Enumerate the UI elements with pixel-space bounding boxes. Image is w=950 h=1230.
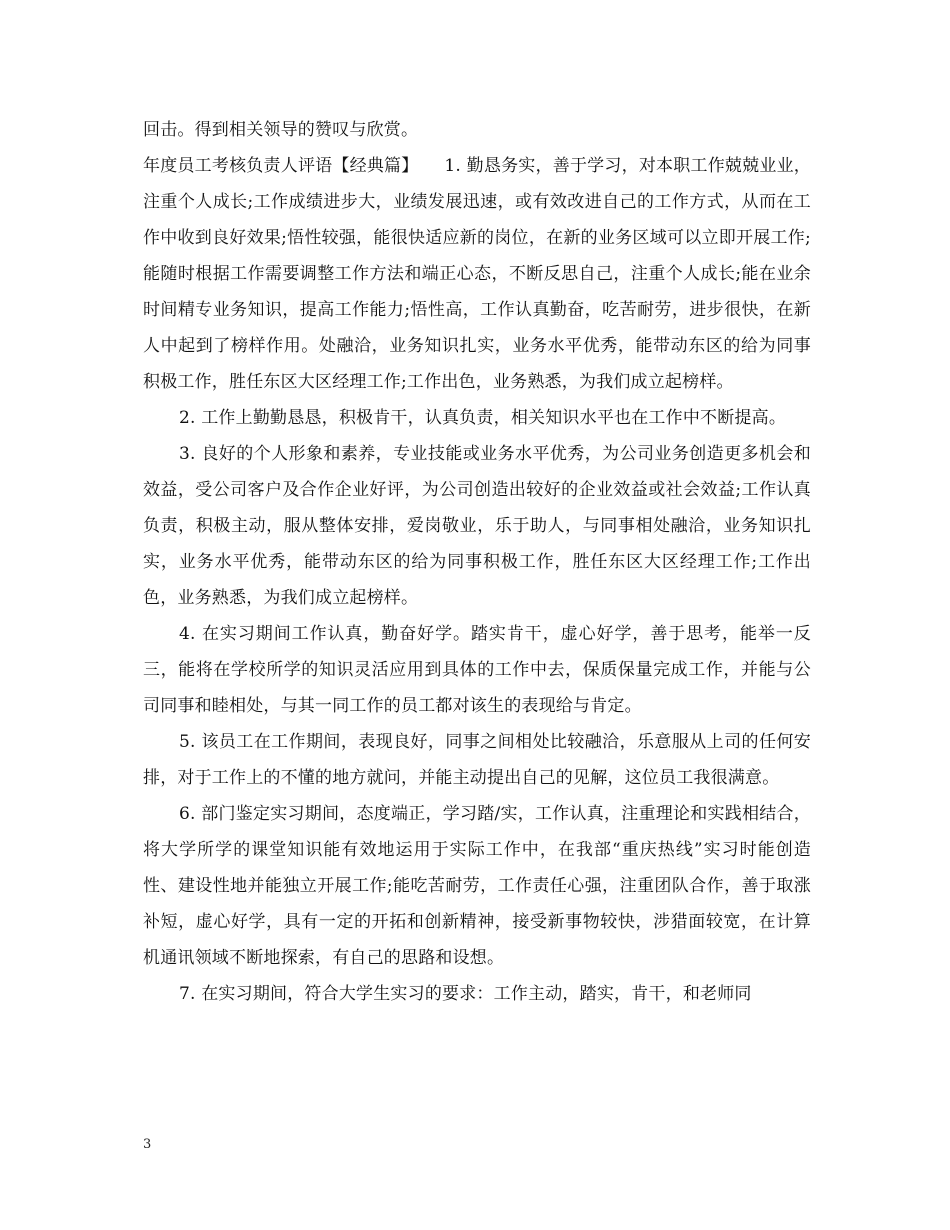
document-body (143, 112, 811, 1012)
paragraph-5: 4. 在实习期间工作认真，勤奋好学。踏实肯干，虚心好学，善于思考，能举一反三，能将在学校所学的知识灵活应用到具体的工作中去，保质保量完成工作，并能与公司同事和睦相处，与其一同工作的员工都对该生的表现给与肯定。 (143, 624, 811, 716)
paragraph-1: 回击。得到相关领导的赞叹与欣赏。 (143, 120, 419, 140)
paragraph-2: 年度员工考核负责人评语【经典篇】 1. 勤恳务实，善于学习，对本职工作兢兢业业，注重个人成长;工作成绩进步大，业绩发展迅速，或有效改进自己的工作方式，从而在工作中收到良好效果;悟性较强，能很快适应新的岗位，在新的业务区域可以立即开展工作;能随时根据工作需要调整工作方法和端正心态，不断反思自己，注重个人成长;能在业余时间精专业务知识，提高工作能力;悟性高，工作认真勤奋，吃苦耐劳，进步很快，在新人中起到了榜样作用。处融洽，业务知识扎实，业务水平优秀，能带动东区的给为同事积极工作，胜任东区大区经理工作;工作出色，业务熟悉，为我们成立起榜样。 (143, 156, 811, 392)
paragraph-8: 7. 在实习期间，符合大学生实习的要求：工作主动，踏实，肯干，和老师同 (179, 984, 752, 1004)
paragraph-7: 6. 部门鉴定实习期间，态度端正，学习踏/实，工作认真，注重理论和实践相结合，将大学所学的课堂知识能有效地运用于实际工作中，在我部“重庆热线”实习时能创造性、建设性地并能独立开展工作;能吃苦耐劳，工作责任心强，注重团队合作，善于取涨补短，虚心好学，具有一定的开拓和创新精神，接受新事物较快，涉猎面较宽，在计算机通讯领域不断地探索，有自己的思路和设想。 (143, 804, 811, 968)
paragraph-6: 5. 该员工在工作期间，表现良好，同事之间相处比较融洽，乐意服从上司的任何安排，对于工作上的不懂的地方就问，并能主动提出自己的见解，这位员工我很满意。 (143, 732, 811, 788)
paragraph-3: 2. 工作上勤勤恳恳，积极肯干，认真负责，相关知识水平也在工作中不断提高。 (179, 408, 787, 428)
paragraph-4: 3. 良好的个人形象和素养，专业技能或业务水平优秀，为公司业务创造更多机会和效益，受公司客户及合作企业好评，为公司创造出较好的企业效益或社会效益;工作认真负责，积极主动，服从整体安排，爱岗敬业，乐于助人，与同事相处融洽，业务知识扎实，业务水平优秀，能带动东区的给为同事积极工作，胜任东区大区经理工作;工作出色，业务熟悉，为我们成立起榜样。 (143, 444, 811, 608)
page-number: 3 (143, 1137, 152, 1152)
